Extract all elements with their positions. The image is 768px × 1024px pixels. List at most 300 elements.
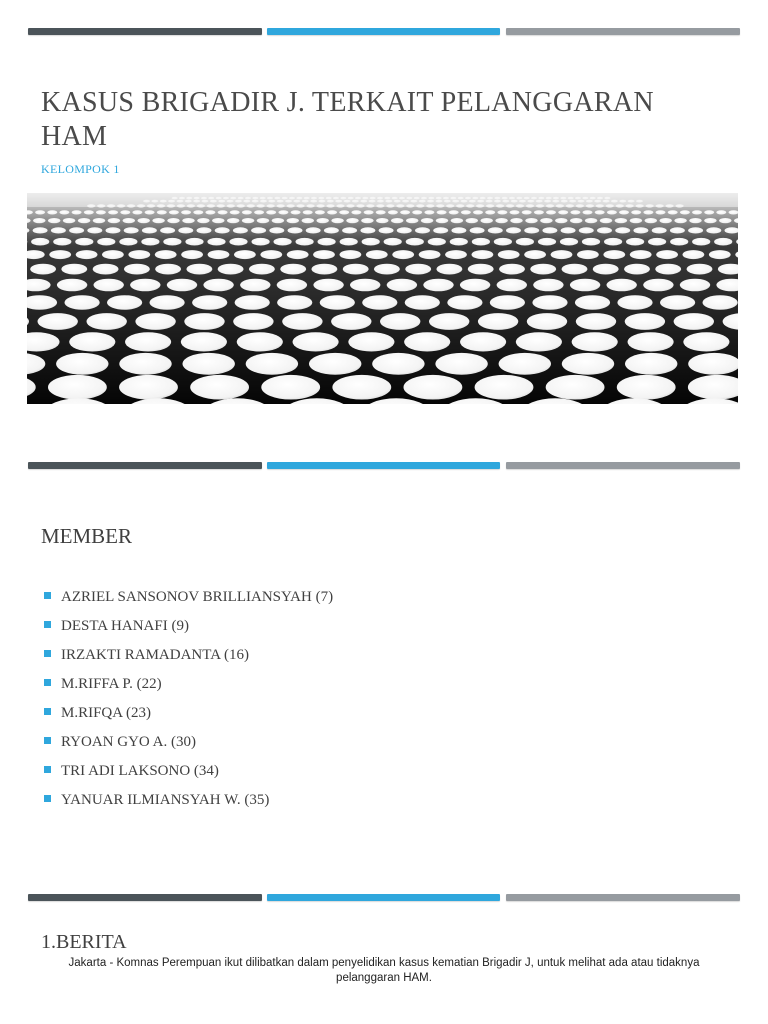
disc — [251, 227, 266, 233]
disc — [364, 210, 374, 214]
disc — [374, 264, 400, 275]
disc — [197, 218, 209, 223]
disc — [615, 218, 627, 223]
disc — [532, 295, 567, 310]
disc — [655, 264, 681, 275]
disc — [119, 353, 171, 375]
disc — [600, 218, 612, 223]
bar-gray — [506, 462, 740, 469]
disc — [125, 332, 171, 351]
disc — [668, 210, 678, 214]
list-item — [44, 786, 333, 815]
disc — [424, 210, 434, 214]
disc — [615, 227, 630, 233]
disc — [33, 227, 48, 233]
disc — [342, 227, 357, 233]
disc — [309, 353, 361, 375]
disc — [269, 227, 284, 233]
decorative-bar-row — [28, 28, 740, 35]
disc — [35, 210, 45, 214]
disc — [361, 218, 373, 223]
disc — [372, 353, 424, 375]
disc — [287, 218, 299, 223]
disc — [656, 250, 678, 259]
disc — [603, 250, 625, 259]
disc — [391, 218, 403, 223]
disc — [472, 250, 494, 259]
bullet-square-icon — [44, 708, 51, 715]
disc — [183, 353, 235, 375]
disc — [516, 238, 534, 246]
disc — [433, 227, 448, 233]
disc — [497, 279, 527, 292]
disc — [119, 238, 137, 246]
bar-blue — [267, 894, 500, 901]
bar-dark — [28, 28, 262, 35]
disc — [688, 227, 703, 233]
disc — [689, 218, 701, 223]
disc — [128, 250, 150, 259]
disc — [57, 279, 87, 292]
disc — [280, 264, 306, 275]
disc — [257, 218, 269, 223]
disc — [106, 227, 121, 233]
disc — [303, 210, 313, 214]
disc — [169, 210, 179, 214]
disc — [59, 210, 69, 214]
disc — [260, 250, 282, 259]
disc — [538, 238, 556, 246]
disc — [124, 264, 150, 275]
disc — [674, 218, 686, 223]
disc — [48, 218, 60, 223]
disc — [560, 238, 578, 246]
disc — [451, 218, 463, 223]
disc — [242, 218, 254, 223]
disc — [534, 210, 544, 214]
list-item — [44, 757, 333, 786]
disc — [607, 279, 637, 292]
disc — [178, 227, 193, 233]
bullet-square-icon — [44, 679, 51, 686]
disc — [490, 295, 525, 310]
disc — [415, 227, 430, 233]
disc — [360, 227, 375, 233]
disc — [181, 332, 227, 351]
disc — [317, 218, 329, 223]
disc — [674, 313, 714, 330]
disc — [306, 227, 321, 233]
disc — [212, 218, 224, 223]
disc — [530, 264, 556, 275]
disc — [31, 238, 49, 246]
berita-heading: 1.BERITA — [41, 931, 127, 953]
disc — [108, 210, 118, 214]
disc — [339, 210, 349, 214]
disc — [683, 250, 705, 259]
disc — [525, 218, 537, 223]
member-name: IRZAKTI RAMADANTA (16) — [61, 647, 249, 663]
disc — [218, 210, 228, 214]
disc — [400, 210, 410, 214]
disc — [69, 332, 115, 351]
disc — [61, 264, 87, 275]
disc — [119, 375, 178, 400]
disc — [562, 264, 588, 275]
disc — [435, 353, 487, 375]
disc — [546, 210, 556, 214]
disc — [680, 210, 690, 214]
disc — [380, 313, 420, 330]
disc — [155, 250, 177, 259]
disc — [570, 279, 600, 292]
disc — [277, 295, 312, 310]
list-item — [44, 699, 333, 728]
disc — [254, 210, 264, 214]
disc — [48, 375, 107, 400]
disc — [595, 210, 605, 214]
disc — [75, 238, 93, 246]
bar-blue — [267, 28, 500, 35]
disc — [405, 295, 440, 310]
disc — [181, 250, 203, 259]
disc — [631, 210, 641, 214]
disc — [692, 210, 702, 214]
disc — [628, 332, 674, 351]
disc — [150, 295, 185, 310]
disc — [278, 210, 288, 214]
disc — [429, 313, 469, 330]
disc — [421, 218, 433, 223]
disc — [69, 227, 84, 233]
disc — [522, 210, 532, 214]
slide-title: KASUS BRIGADIR J. TERKAIT PELANGGARAN HAM — [41, 87, 654, 152]
disc — [102, 250, 124, 259]
disc — [652, 227, 667, 233]
disc — [227, 218, 239, 223]
bullet-square-icon — [44, 795, 51, 802]
disc — [142, 227, 157, 233]
disc — [404, 332, 450, 351]
disc — [366, 250, 388, 259]
disc — [230, 210, 240, 214]
disc — [497, 210, 507, 214]
disc — [76, 250, 98, 259]
disc — [249, 264, 275, 275]
disc — [516, 332, 562, 351]
disc — [625, 353, 677, 375]
disc — [293, 332, 339, 351]
disc — [167, 218, 179, 223]
disc — [412, 210, 422, 214]
disc — [524, 227, 539, 233]
disc — [577, 250, 599, 259]
disc — [617, 375, 676, 400]
member-name: TRI ADI LAKSONO (34) — [61, 763, 219, 779]
disc — [461, 210, 471, 214]
disc — [132, 210, 142, 214]
disc — [287, 250, 309, 259]
member-name: M.RIFQA (23) — [61, 705, 152, 721]
disc — [87, 227, 102, 233]
disc — [582, 238, 600, 246]
disc — [579, 227, 594, 233]
disc — [30, 264, 56, 275]
disc — [551, 250, 573, 259]
disc — [184, 313, 224, 330]
disc — [327, 210, 337, 214]
bar-blue — [267, 462, 500, 469]
disc — [96, 210, 106, 214]
disc — [124, 227, 139, 233]
disc — [274, 238, 292, 246]
disc — [376, 218, 388, 223]
disc — [468, 264, 494, 275]
disc — [510, 210, 520, 214]
disc — [152, 218, 164, 223]
disc — [716, 210, 726, 214]
disc — [709, 250, 731, 259]
disc — [494, 238, 512, 246]
disc — [572, 332, 618, 351]
disc — [313, 250, 335, 259]
disc — [331, 313, 371, 330]
disc — [72, 210, 82, 214]
disc — [84, 210, 94, 214]
disc — [181, 210, 191, 214]
list-item — [44, 728, 333, 757]
disc — [583, 210, 593, 214]
disc — [215, 227, 230, 233]
hero-image — [27, 193, 738, 404]
disc — [242, 210, 252, 214]
disc — [351, 210, 361, 214]
disc — [570, 218, 582, 223]
list-item — [44, 612, 333, 641]
disc — [449, 210, 459, 214]
disc — [585, 218, 597, 223]
disc — [324, 227, 339, 233]
disc — [570, 210, 580, 214]
disc — [379, 227, 394, 233]
berita-body: Jakarta - Komnas Perempuan ikut dilibatkan dalam penyelidikan kasus kematian Brigadir J, untuk melihat ada atau tidaknya pelanggaran HAM. — [68, 957, 700, 984]
disc — [397, 227, 412, 233]
disc — [561, 227, 576, 233]
member-name: RYOAN GYO A. (30) — [61, 734, 196, 750]
bullet-square-icon — [44, 621, 51, 628]
disc — [185, 238, 203, 246]
disc — [488, 227, 503, 233]
disc — [93, 218, 105, 223]
disc — [234, 250, 256, 259]
disc — [97, 238, 115, 246]
disc — [296, 238, 314, 246]
bar-gray — [506, 28, 740, 35]
disc — [192, 295, 227, 310]
disc — [123, 218, 135, 223]
disc — [524, 250, 546, 259]
disc — [533, 279, 563, 292]
disc — [437, 210, 447, 214]
disc — [619, 210, 629, 214]
disc — [167, 279, 197, 292]
disc — [313, 279, 343, 292]
disc — [660, 218, 672, 223]
disc — [499, 353, 551, 375]
disc — [625, 313, 665, 330]
disc — [485, 210, 495, 214]
disc — [451, 227, 466, 233]
disc — [107, 295, 142, 310]
disc — [277, 279, 307, 292]
disc — [51, 227, 66, 233]
disc — [384, 238, 402, 246]
disc — [33, 218, 45, 223]
disc — [108, 218, 120, 223]
disc — [506, 227, 521, 233]
disc — [65, 295, 100, 310]
bullet-square-icon — [44, 737, 51, 744]
disc — [719, 218, 731, 223]
disc — [246, 353, 298, 375]
disc — [704, 210, 714, 214]
bar-dark — [28, 894, 262, 901]
disc — [607, 210, 617, 214]
disc — [229, 238, 247, 246]
disc — [670, 227, 685, 233]
disc — [340, 250, 362, 259]
disc — [450, 238, 468, 246]
disc — [576, 313, 616, 330]
disc — [630, 218, 642, 223]
disc — [680, 279, 710, 292]
disc — [145, 210, 155, 214]
disc — [205, 210, 215, 214]
disc — [633, 227, 648, 233]
disc — [376, 210, 386, 214]
disc — [648, 238, 666, 246]
disc — [343, 264, 369, 275]
disc — [388, 210, 398, 214]
disc — [197, 227, 212, 233]
disc — [510, 218, 522, 223]
disc — [362, 238, 380, 246]
disc — [542, 227, 557, 233]
decorative-bar-row — [28, 894, 740, 901]
disc — [56, 353, 108, 375]
disc — [540, 218, 552, 223]
disc — [240, 279, 270, 292]
disc — [670, 238, 688, 246]
disc — [38, 313, 78, 330]
disc — [428, 238, 446, 246]
list-item — [44, 641, 333, 670]
disc — [643, 210, 653, 214]
disc — [406, 238, 424, 246]
disc — [282, 313, 322, 330]
disc — [624, 264, 650, 275]
slide-subtitle: KELOMPOK 1 — [41, 162, 120, 176]
disc — [78, 218, 90, 223]
disc — [233, 227, 248, 233]
disc — [266, 210, 276, 214]
disc — [350, 279, 380, 292]
disc — [436, 218, 448, 223]
disc — [120, 210, 130, 214]
disc — [233, 313, 273, 330]
disc — [692, 238, 710, 246]
disc — [49, 250, 71, 259]
disc — [332, 375, 391, 400]
member-heading: MEMBER — [41, 524, 133, 548]
disc — [193, 210, 203, 214]
disc — [387, 279, 417, 292]
disc — [405, 264, 431, 275]
disc — [302, 218, 314, 223]
disc — [604, 238, 622, 246]
disc — [160, 227, 175, 233]
disc — [94, 279, 124, 292]
disc — [252, 238, 270, 246]
disc — [320, 295, 355, 310]
disc — [63, 218, 75, 223]
disc — [207, 238, 225, 246]
disc — [495, 218, 507, 223]
disc — [346, 218, 358, 223]
disc — [218, 264, 244, 275]
disc — [340, 238, 358, 246]
disc — [630, 250, 652, 259]
disc — [288, 227, 303, 233]
disc — [187, 264, 213, 275]
disc — [190, 375, 249, 400]
disc — [481, 218, 493, 223]
disc — [546, 375, 605, 400]
disc — [331, 218, 343, 223]
disc — [527, 313, 567, 330]
disc — [318, 238, 336, 246]
disc — [130, 279, 160, 292]
disc — [362, 295, 397, 310]
disc — [272, 218, 284, 223]
disc — [714, 238, 732, 246]
disc — [499, 264, 525, 275]
member-list — [44, 583, 333, 815]
disc — [406, 218, 418, 223]
disc — [706, 227, 721, 233]
bar-dark — [28, 462, 262, 469]
disc — [312, 264, 338, 275]
disc — [466, 218, 478, 223]
bullet-square-icon — [44, 650, 51, 657]
disc — [645, 218, 657, 223]
disc — [182, 218, 194, 223]
disc — [404, 375, 463, 400]
disc — [208, 250, 230, 259]
disc — [138, 218, 150, 223]
disc — [643, 279, 673, 292]
decorative-bar-row — [28, 462, 740, 469]
member-name: YANUAR ILMIANSYAH W. (35) — [61, 792, 270, 808]
disc — [237, 332, 283, 351]
disc — [593, 264, 619, 275]
disc — [558, 210, 568, 214]
disc — [460, 332, 506, 351]
disc — [460, 279, 490, 292]
disc — [47, 210, 57, 214]
disc — [660, 295, 695, 310]
disc — [475, 375, 534, 400]
